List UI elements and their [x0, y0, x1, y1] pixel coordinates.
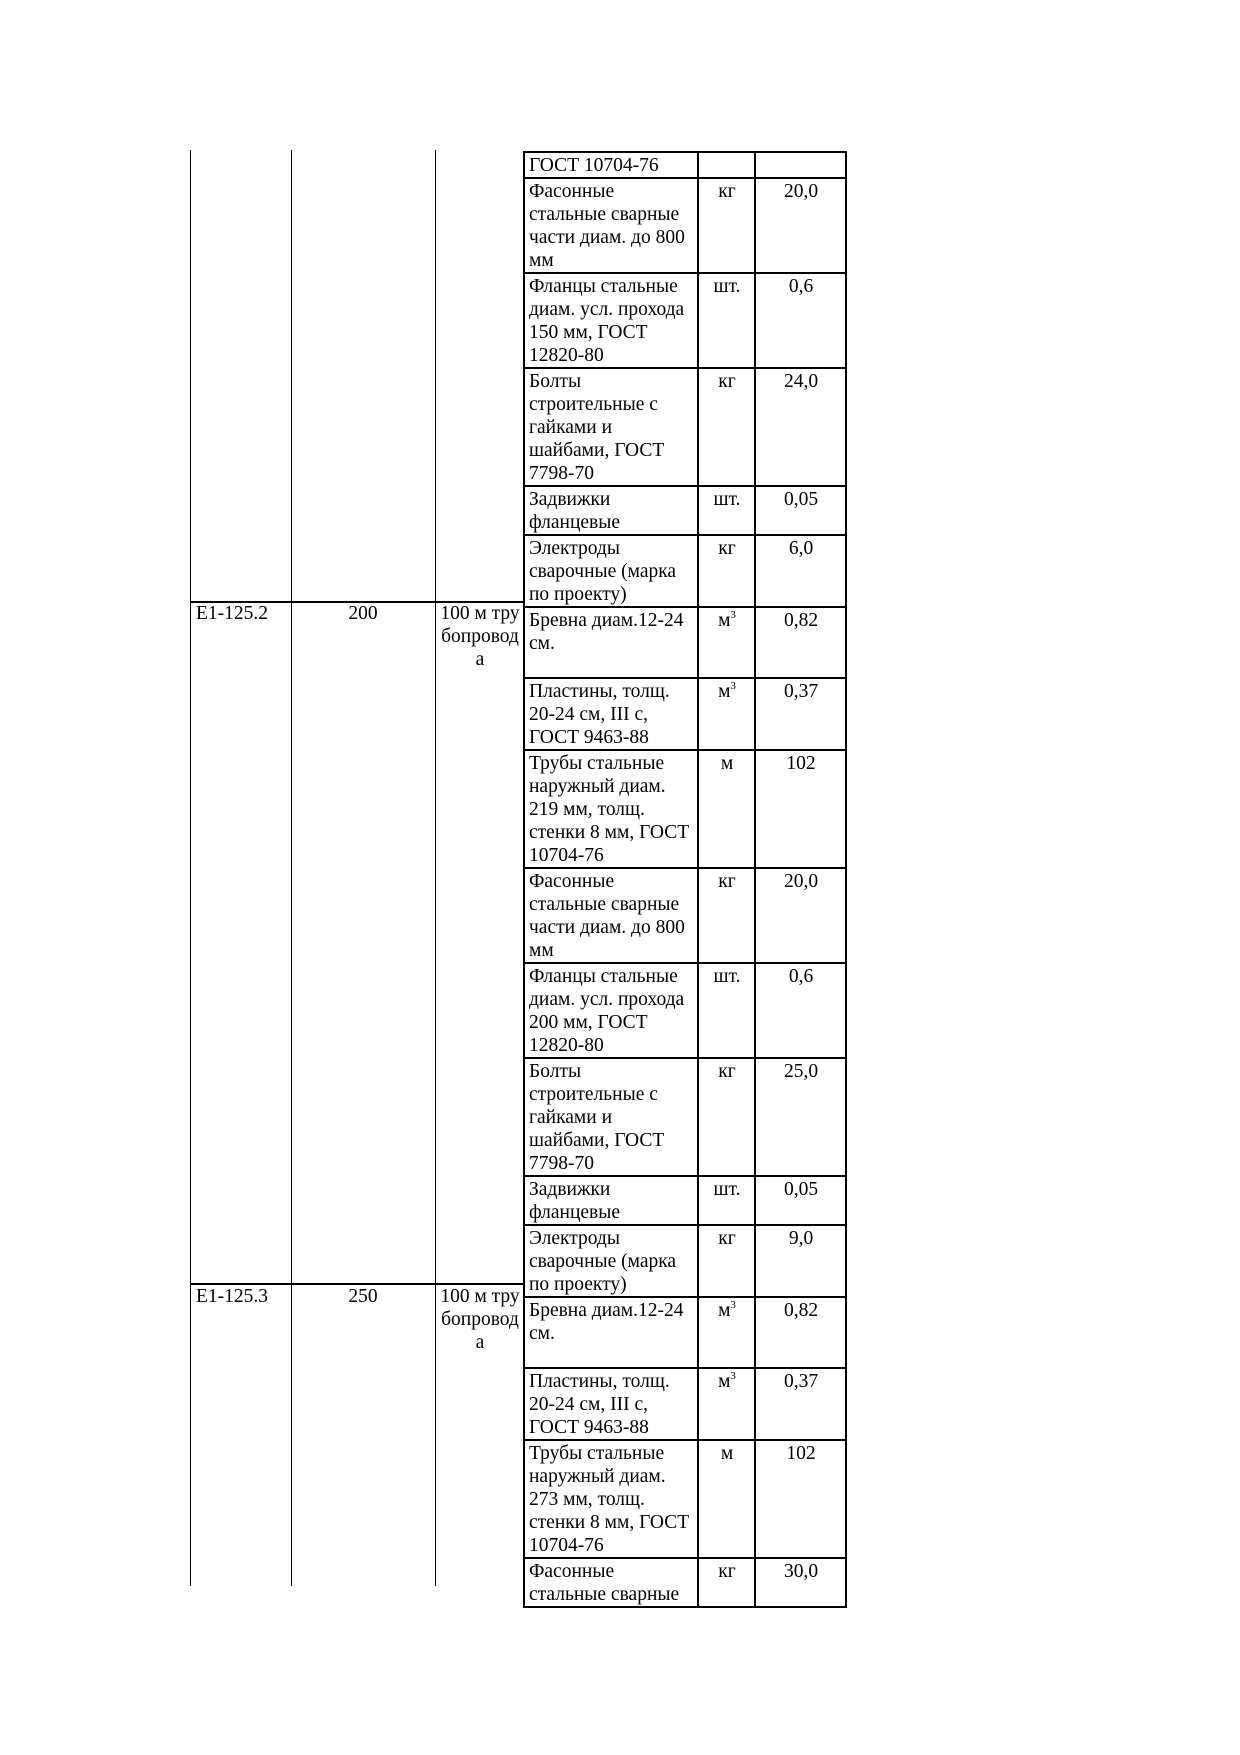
material-name: Фасонные стальные сварные части диам. до 800 мм [524, 178, 698, 273]
material-name: Фасонные стальные сварные части диам. до 800 мм [524, 868, 698, 963]
table-row [524, 1225, 846, 1297]
unit-cell: шт. [698, 486, 755, 535]
table-row [524, 678, 846, 750]
material-name: Пластины, толщ. 20-24 см, III с, ГОСТ 9463-88 [524, 678, 698, 750]
material-name: Фланцы стальные диам. усл. прохода 200 мм, ГОСТ 12820-80 [524, 963, 698, 1058]
qty-cell: 6,0 [755, 535, 846, 607]
superscript: 3 [730, 1370, 736, 1382]
material-name: Задвижки фланцевые [524, 486, 698, 535]
table-row [524, 1058, 846, 1176]
materials-table [523, 151, 847, 1608]
qty-cell: 25,0 [755, 1058, 846, 1176]
unit-cell: кг [698, 535, 755, 607]
material-name: Болты строительные с гайками и шайбами, ГОСТ 7798-70 [524, 368, 698, 486]
qty-cell [755, 152, 846, 178]
unit-cell: кг [698, 368, 755, 486]
table-row [524, 178, 846, 273]
table-row [524, 152, 846, 178]
table-row [524, 1176, 846, 1225]
material-name: Трубы стальные наружный диам. 219 мм, толщ. стенки 8 мм, ГОСТ 10704-76 [524, 750, 698, 868]
table-row [524, 368, 846, 486]
unit-cell: кг [698, 1558, 755, 1607]
table-row [524, 750, 846, 868]
unit-cell: шт. [698, 273, 755, 368]
qty-cell: 0,05 [755, 486, 846, 535]
material-name: Бревна диам.12-24 см. [524, 1297, 698, 1368]
unit-cell: $м^3$ [698, 1368, 755, 1440]
group-unit-measure: 100 м трубопровода [440, 1286, 520, 1353]
unit-cell: $м^3$ [698, 678, 755, 750]
material-name: Болты строительные с гайками и шайбами, ГОСТ 7798-70 [524, 1058, 698, 1176]
material-name: Бревна диам.12-24 см. [524, 607, 698, 678]
group-code: Е1-125.2 [196, 603, 269, 624]
group-unit-measure: 100 м трубопровода [440, 603, 520, 670]
column-rule-1 [190, 150, 191, 1586]
unit-cell: кг [698, 1058, 755, 1176]
qty-cell: 0,05 [755, 1176, 846, 1225]
table-row [524, 963, 846, 1058]
superscript: 3 [730, 1299, 736, 1311]
material-name: Электроды сварочные (марка по проекту) [524, 535, 698, 607]
qty-cell: 0,6 [755, 273, 846, 368]
superscript: 3 [730, 609, 736, 621]
qty-cell: 20,0 [755, 178, 846, 273]
column-rule-3 [435, 150, 436, 1586]
table-row [524, 1297, 846, 1368]
table-row [524, 1558, 846, 1607]
table-row [524, 486, 846, 535]
column-rule-2 [291, 150, 292, 1586]
unit-cell [698, 152, 755, 178]
table-row [524, 535, 846, 607]
unit-cell: $м^3$ [698, 1297, 755, 1368]
qty-cell: 9,0 [755, 1225, 846, 1297]
material-name: Пластины, толщ. 20-24 см, III с, ГОСТ 9463-88 [524, 1368, 698, 1440]
material-name: ГОСТ 10704-76 [524, 152, 698, 178]
unit-cell: м [698, 1440, 755, 1558]
unit-cell: кг [698, 178, 755, 273]
material-name: Фланцы стальные диам. усл. прохода 150 мм, ГОСТ 12820-80 [524, 273, 698, 368]
unit-cell: шт. [698, 1176, 755, 1225]
unit-cell: шт. [698, 963, 755, 1058]
qty-cell: 24,0 [755, 368, 846, 486]
qty-cell: 0,37 [755, 1368, 846, 1440]
group-diameter: 250 [348, 1286, 378, 1307]
table-row [524, 1440, 846, 1558]
qty-cell: 30,0 [755, 1558, 846, 1607]
unit-cell: кг [698, 1225, 755, 1297]
qty-cell: 102 [755, 1440, 846, 1558]
material-name: Трубы стальные наружный диам. 273 мм, толщ. стенки 8 мм, ГОСТ 10704-76 [524, 1440, 698, 1558]
table-row [524, 607, 846, 678]
qty-cell: 0,82 [755, 607, 846, 678]
qty-cell: 20,0 [755, 868, 846, 963]
unit-cell: $м^3$ [698, 607, 755, 678]
qty-cell: 0,37 [755, 678, 846, 750]
group-diameter: 200 [348, 603, 378, 624]
material-name: Фасонные стальные сварные [524, 1558, 698, 1607]
unit-cell: м [698, 750, 755, 868]
material-name: Задвижки фланцевые [524, 1176, 698, 1225]
unit-cell: кг [698, 868, 755, 963]
table-row [524, 1368, 846, 1440]
material-name: Электроды сварочные (марка по проекту) [524, 1225, 698, 1297]
group-code: Е1-125.3 [196, 1286, 269, 1307]
qty-cell: 102 [755, 750, 846, 868]
superscript: 3 [730, 680, 736, 692]
qty-cell: 0,82 [755, 1297, 846, 1368]
qty-cell: 0,6 [755, 963, 846, 1058]
table-row [524, 868, 846, 963]
table-row [524, 273, 846, 368]
